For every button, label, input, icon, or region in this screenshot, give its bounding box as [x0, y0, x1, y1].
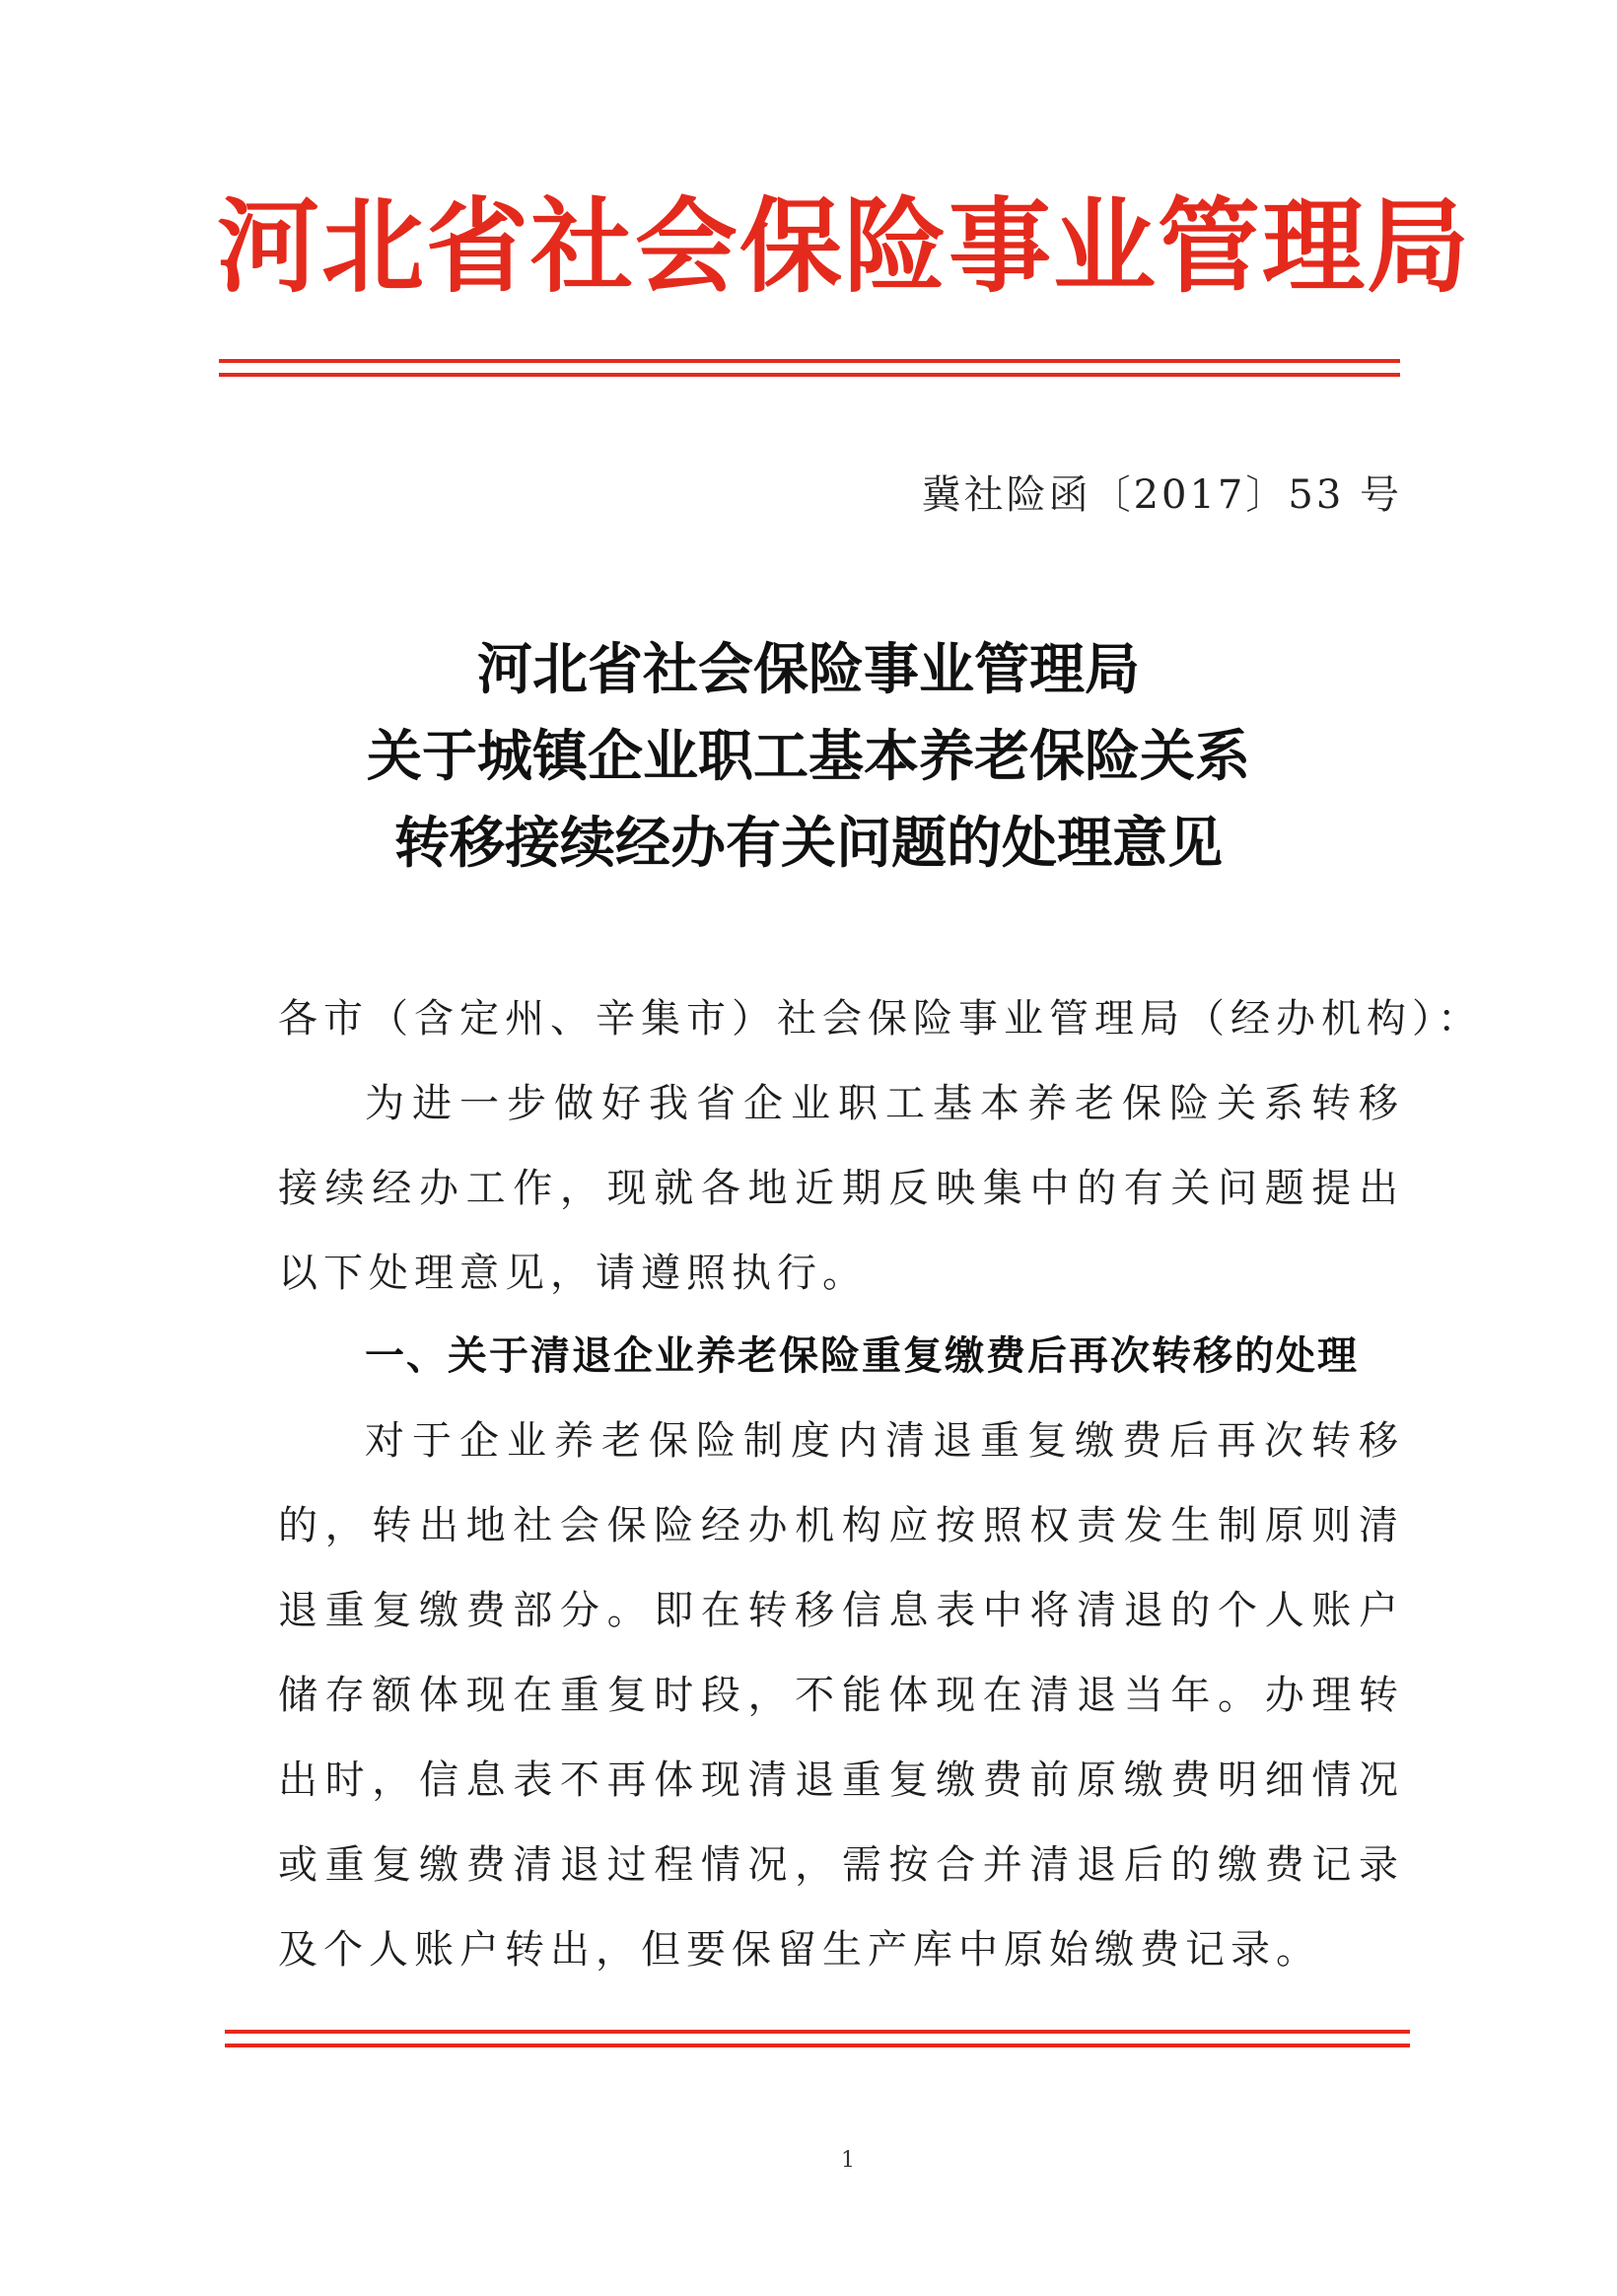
title-line-2: 关于城镇企业职工基本养老保险关系: [367, 725, 1250, 789]
footer-rule-upper: [225, 2030, 1410, 2034]
document-number: 冀社险函〔2017〕53 号: [921, 472, 1402, 518]
letterhead-agency-name: 河北省社会保险事业管理局: [217, 186, 1472, 307]
section-1-heading: 一、关于清退企业养老保险重复缴费后再次转移的处理: [365, 1333, 1359, 1379]
footer-rule-lower: [225, 2044, 1410, 2047]
letterhead-rule-upper: [219, 359, 1400, 363]
document-title: [217, 627, 1400, 888]
title-line-1: 河北省社会保险事业管理局: [477, 638, 1140, 702]
intro-paragraph: 为进一步做好我省企业职工基本养老保险关系转移接续经办工作，现就各地近期反映集中的有关问题提出以下处理意见，请遵照执行。: [278, 1081, 1404, 1296]
title-line-3: 转移接续经办有关问题的处理意见: [394, 812, 1223, 876]
page-number: 1: [841, 2148, 855, 2173]
salutation: 各市（含定州、辛集市）社会保险事业管理局（经办机构）：: [278, 996, 1483, 1041]
section-1-paragraph: 对于企业养老保险制度内清退重复缴费后再次转移的，转出地社会保险经办机构应按照权责发生制原则清退重复缴费部分。即在转移信息表中将清退的个人账户储存额体现在重复时段，不能体现在清退当年。办理转出时，信息表不再体现清退重复缴费前原缴费明细情况或重复缴费清退过程情况，需按合并清退后的缴费记录及个人账户转出，但要保留生产库中原始缴费记录。: [278, 1418, 1404, 1973]
letterhead-rule-lower: [219, 373, 1400, 377]
